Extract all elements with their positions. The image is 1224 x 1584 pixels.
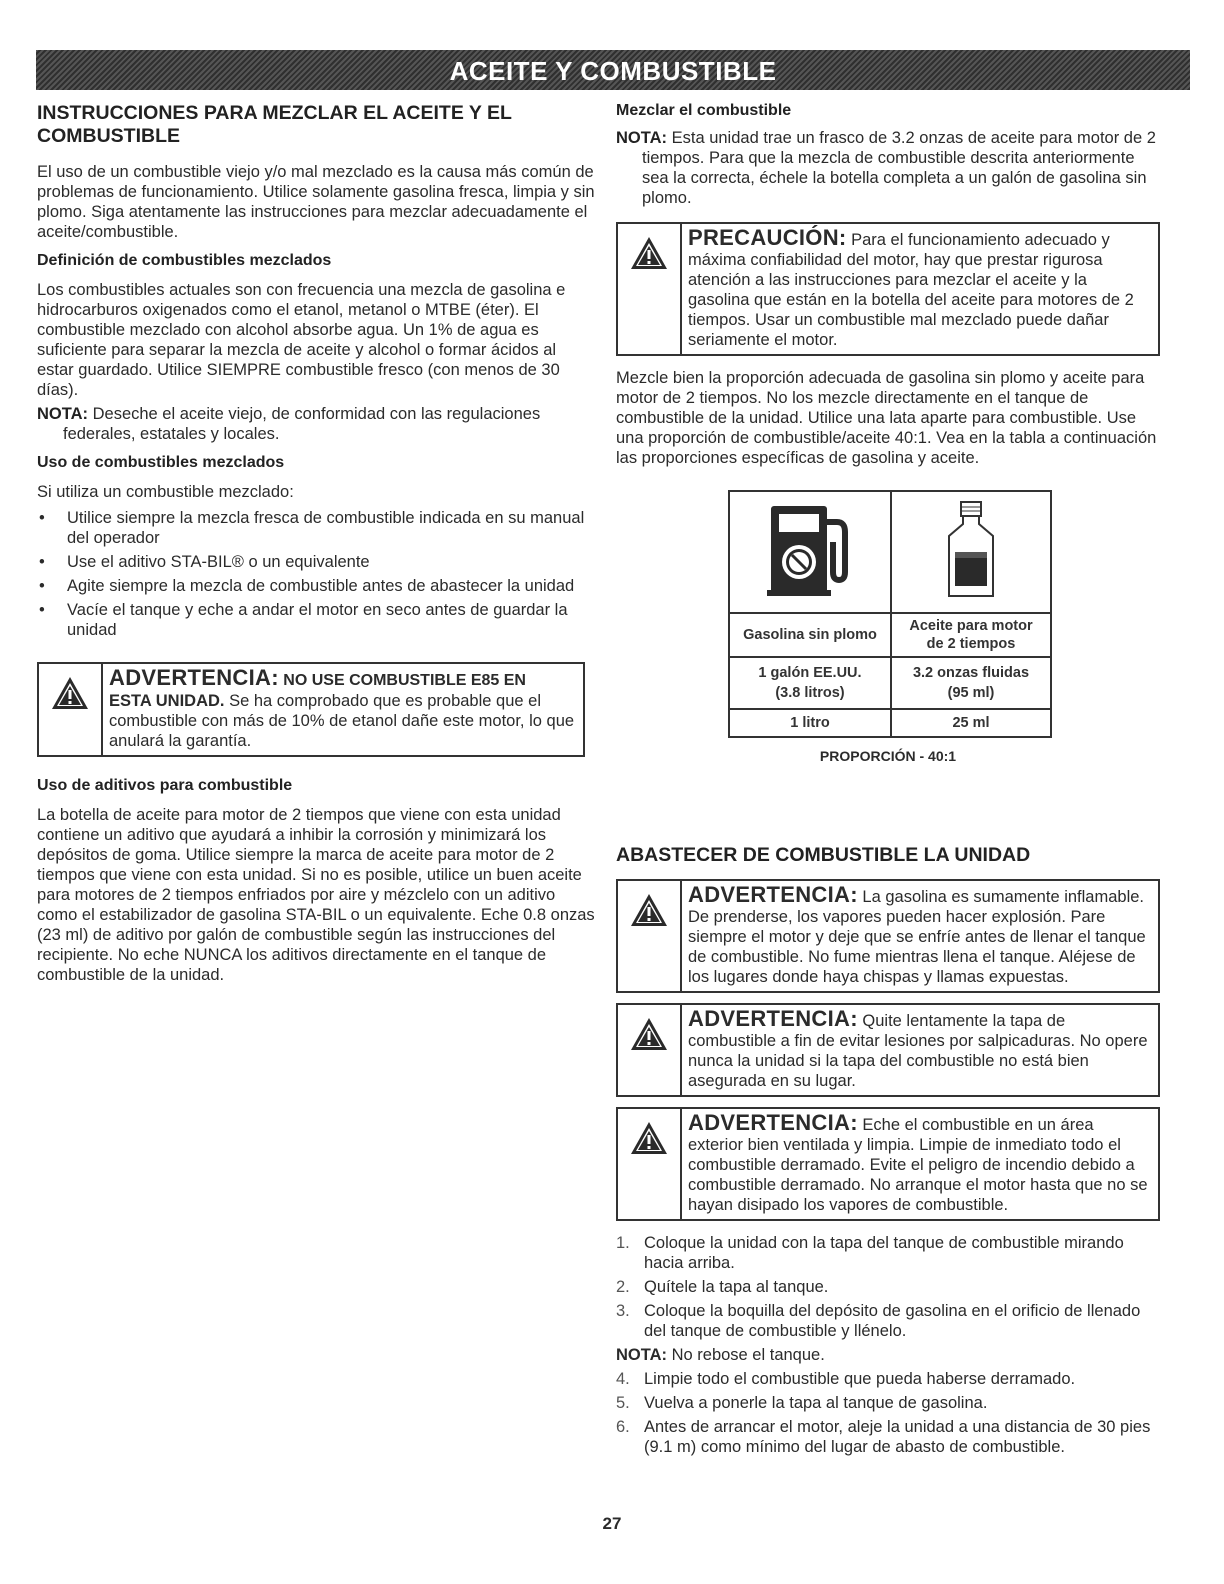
- banner-title: ACEITE Y COMBUSTIBLE: [449, 56, 777, 86]
- mixed-fuel-bullet-list: [37, 508, 595, 640]
- note-label: NOTA:: [37, 405, 89, 423]
- list-item: [616, 1369, 1162, 1389]
- gas-pump-icon: [765, 502, 855, 598]
- step-text: Coloque la unidad con la tapa del tanque de combustible mirando hacia arriba.: [644, 1234, 1124, 1272]
- gasoline-gallon-cell: [729, 657, 891, 709]
- table-value: 1 galón EE.UU.: [758, 665, 862, 681]
- note-text: Esta unidad trae un frasco de 3.2 onzas de aceite para motor de 2 tiempos. Para que la mezcla de combustible descrita anteriormente sea la correcta, échele la botella completa a un galón de gasolina sin plomo.: [642, 129, 1156, 207]
- definition-paragraph: Los combustibles actuales son con frecuencia una mezcla de gasolina e hidrocarburos oxigenados como el etanol, metanol o MTBE (éter). El combustible mezclado con alcohol absorbe agua. Un 1% de agua es suficiente para separar la mezcla de aceite y alcohol o formar ácidos al estar guardado. Utilice SIEMPRE combustible fresco (con menos de 30 días).: [37, 281, 566, 399]
- step-number: 5.: [616, 1394, 630, 1412]
- additives-heading: Uso de aditivos para combustible: [37, 777, 293, 794]
- ratio-caption: PROPORCIÓN - 40:1: [819, 748, 957, 764]
- step-text: Limpie todo el combustible que pueda haberse derramado.: [644, 1370, 1076, 1388]
- list-item: [37, 600, 595, 640]
- caution-title: PRECAUCIÓN:: [688, 225, 847, 250]
- page-number: 27: [602, 1514, 622, 1533]
- note-text: No rebose el tanque.: [667, 1346, 825, 1364]
- bullet-icon: •: [39, 553, 45, 571]
- list-item: [616, 1301, 1162, 1341]
- step-number: 3.: [616, 1302, 630, 1320]
- mixing-fuel-heading: Mezclar el combustible: [616, 102, 792, 119]
- step-number: 2.: [616, 1278, 630, 1296]
- warning-title: ADVERTENCIA:: [688, 1006, 858, 1031]
- list-item: [616, 1417, 1162, 1457]
- caution-text: [682, 224, 1158, 354]
- oil-ml-cell: 25 ml: [891, 709, 1051, 737]
- note-text: Deseche el aceite viejo, de conformidad con las regulaciones federales, estatales y locales.: [63, 405, 541, 443]
- mixing-instructions-heading: INSTRUCCIONES PARA MEZCLAR EL ACEITE Y EL COMBUSTIBLE: [37, 102, 512, 147]
- oil-bottle-cell: [891, 491, 1051, 613]
- bullet-text: Utilice siempre la mezcla fresca de combustible indicada en su manual del operador: [67, 509, 585, 547]
- bullet-icon: •: [39, 601, 45, 619]
- list-item: [616, 1233, 1162, 1273]
- warning-body: La gasolina es sumamente inflamable. De prenderse, los vapores pueden hacer explosión. Pare siempre el motor y deje que se enfríe antes de llenar el tanque de combustible. No fume mientras llena el tanque. Aléjese de los lugares donde haya chispas y llamas expuestas.: [688, 888, 1146, 986]
- mix-ratio-paragraph: Mezcle bien la proporción adecuada de gasolina sin plomo y aceite para motor de 2 tiempos. No los mezcle directamente en el tanque de combustible de la unidad. Utilice una lata aparte para combustible. Use una proporción de combustible/aceite 40:1. Vea en la tabla a continuación las proporciones específicas de gasolina y aceite.: [616, 369, 1157, 467]
- step-number: 1.: [616, 1234, 630, 1252]
- gasoline-header: Gasolina sin plomo: [729, 613, 891, 657]
- table-value: (3.8 litros): [775, 685, 845, 701]
- warning-text: [103, 664, 583, 755]
- gasoline-liter-cell: 1 litro: [729, 709, 891, 737]
- warning-body: Quite lentamente la tapa de combustible a fin de evitar lesiones por salpicaduras. No opere nunca la unidad si la tapa del combustible no está bien asegurada en su lugar.: [688, 1012, 1148, 1090]
- warning-title: ADVERTENCIA:: [109, 665, 279, 690]
- bullet-text: Vacíe el tanque y eche a andar el motor en seco antes de guardar la unidad: [67, 601, 568, 639]
- warning-title: ADVERTENCIA:: [688, 882, 858, 907]
- note-label: NOTA:: [616, 129, 668, 147]
- disposal-note: [37, 404, 595, 444]
- table-value: (95 ml): [947, 685, 995, 701]
- warning-triangle-icon: [618, 1109, 682, 1219]
- warning-text: [682, 1109, 1158, 1219]
- list-item: [616, 1277, 1162, 1297]
- warning-triangle-icon: [39, 664, 103, 755]
- overfill-note: [616, 1345, 1162, 1365]
- warning-subtitle: NO USE COMBUSTIBLE E85 EN: [278, 672, 526, 689]
- step-text: Coloque la boquilla del depósito de gasolina en el orificio de llenado del tanque de combustible y llénelo.: [644, 1302, 1141, 1340]
- refuel-steps-list-continued: [616, 1369, 1162, 1457]
- mixed-fuel-use-heading: Uso de combustibles mezclados: [37, 454, 285, 471]
- bullet-text: Use el aditivo STA-BIL® o un equivalente: [67, 553, 370, 571]
- bullet-text: Agite siempre la mezcla de combustible antes de abastecer la unidad: [67, 577, 575, 595]
- note-label: NOTA:: [616, 1346, 668, 1364]
- warning-body: Eche el combustible en un área exterior bien ventilada y limpia. Limpie de inmediato todo el combustible derramado. Evite el peligro de incendio debido a combustible derramado. No arranque el motor hasta que no se hayan disipado los vapores de combustible.: [688, 1116, 1148, 1214]
- bottle-note: [616, 128, 1162, 208]
- refuel-heading: ABASTECER DE COMBUSTIBLE LA UNIDAD: [616, 844, 1031, 866]
- warning-title: ADVERTENCIA:: [688, 1110, 858, 1135]
- list-item: [37, 552, 595, 572]
- step-text: Vuelva a ponerle la tapa al tanque de gasolina.: [644, 1394, 988, 1412]
- warning-text: [682, 1005, 1158, 1095]
- caution-box: [616, 222, 1160, 356]
- warning-emphasis: ESTA UNIDAD.: [109, 692, 225, 710]
- ventilation-warning-box: [616, 1107, 1160, 1221]
- step-number: 6.: [616, 1418, 630, 1436]
- list-item: [37, 508, 595, 548]
- oil-bottle-icon: [941, 500, 1001, 600]
- additives-paragraph: La botella de aceite para motor de 2 tiempos que viene con esta unidad contiene un aditivo que ayudará a inhibir la corrosión y minimizará los depósitos de goma. Utilice siempre la marca de aceite para motor de 2 tiempos que viene con esta unidad. Si no es posible, utilice un buen aceite para motores de 2 tiempos enfriados por aire y mézclelo con un aditivo como el estabilizador de gasolina STA-BIL o un equivalente. Eche 0.8 onzas (23 ml) de aditivo por galón de combustible según las instrucciones del recipiente. No eche NUNCA los aditivos directamente en el tanque de combustible de la unidad.: [37, 806, 595, 984]
- intro-paragraph: El uso de un combustible viejo y/o mal mezclado es la causa más común de problemas de funcionamiento. Utilice solamente gasolina fresca, limpia y sin plomo. Siga atentamente las instrucciones para mezclar adecuadamente el aceite/combustible.: [37, 163, 595, 241]
- fuel-cap-warning-box: [616, 1003, 1160, 1097]
- caution-body: Para el funcionamiento adecuado y máxima confiabilidad del motor, hay que prestar rigurosa atención a las instrucciones para mezclar el aceite y la gasolina que están en la botella del aceite para motores de 2 tiempos. Usar un combustible mal mezclado puede dañar seriamente el motor.: [688, 231, 1134, 349]
- e85-warning-box: [37, 662, 585, 757]
- list-item: [37, 576, 595, 596]
- warning-text: [682, 881, 1158, 991]
- mixed-fuel-intro: Si utiliza un combustible mezclado:: [37, 483, 294, 501]
- gas-pump-cell: [729, 491, 891, 613]
- warning-triangle-icon: [618, 881, 682, 991]
- oil-header: Aceite para motor de 2 tiempos: [891, 613, 1051, 657]
- step-number: 4.: [616, 1370, 630, 1388]
- warning-triangle-icon: [618, 1005, 682, 1095]
- left-column: [37, 102, 595, 995]
- right-column: [616, 102, 1162, 1461]
- warning-body: Se ha comprobado que es probable que el combustible con más de 10% de etanol dañe este motor, lo que anulará la garantía.: [109, 692, 575, 750]
- oil-ounces-cell: [891, 657, 1051, 709]
- ratio-table: [728, 490, 1052, 738]
- bullet-icon: •: [39, 509, 45, 527]
- list-item: [616, 1393, 1162, 1413]
- step-text: Quítele la tapa al tanque.: [644, 1278, 829, 1296]
- step-text: Antes de arrancar el motor, aleje la unidad a una distancia de 30 pies (9.1 m) como mínimo del lugar de abasto de combustible.: [644, 1418, 1151, 1456]
- warning-triangle-icon: [618, 224, 682, 354]
- section-banner: [36, 50, 1190, 90]
- table-value: 3.2 onzas fluidas: [912, 665, 1030, 681]
- flammable-warning-box: [616, 879, 1160, 993]
- refuel-steps-list: [616, 1233, 1162, 1341]
- bullet-icon: •: [39, 577, 45, 595]
- definition-heading: Definición de combustibles mezclados: [37, 252, 332, 269]
